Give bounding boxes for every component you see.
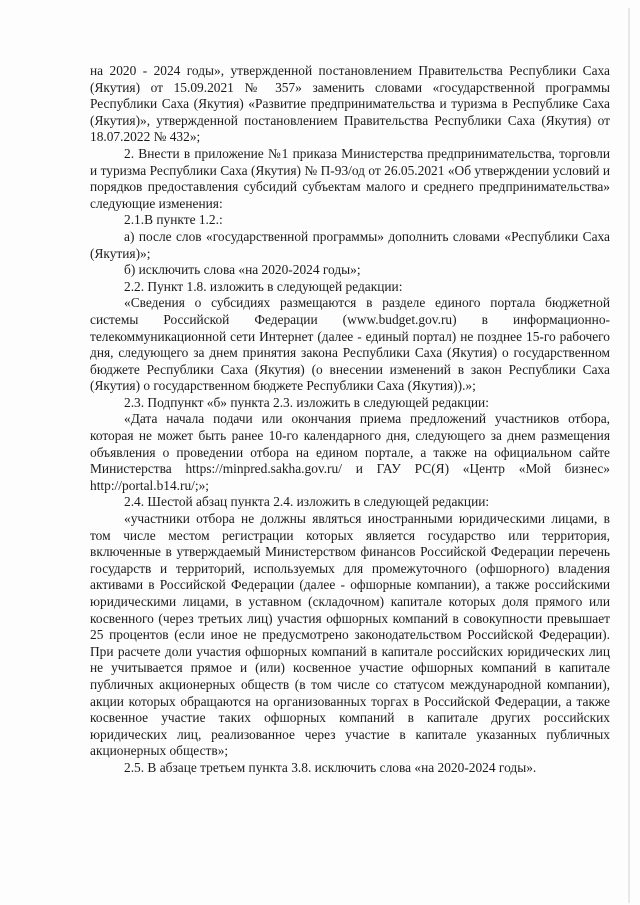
paragraph-item-2-5: 2.5. В абзаце третьем пункта 3.8. исключить слова «на 2020-2024 годы». <box>124 759 537 775</box>
paragraph-quote-2-3: «Дата начала подачи или окончания приема предложений участников отбора, которая не может быть ранее 10-го календарного дня, следующего за днем размещения объявления о проведении отбора на едином портале, а также на официальном сайте Министерства https://minpred.sakha.gov.ru/ и ГАУ РС(Я) «Центр «Мой бизнес» http://portal.b14.ru/;»; <box>90 411 610 493</box>
paragraph-quote-2-4: «участники отбора не должны являться иностранными юридическими лицами, в том числе местом регистрации которых является государство или территория, включенные в утверждаемый Министерством финансов Российской Федерации перечень государств и территорий, используемых для промежуточного (офшорного) владения активами в Российской Федерации (далее - офшорные компании), а также российскими юридическими лицами, в уставном (складочном) капитале которых доля прямого или косвенного (через третьих лиц) участия офшорных компаний в совокупности превышает 25 процентов (если иное не предусмотрено законодательством Российской Федерации). При расчете доли участия офшорных компаний в капитале российских юридических лиц не учитывается прямое и (или) косвенное участие офшорных компаний в капитале публичных акционерных обществ (в том числе со статусом международной компании), акции которых обращаются на организованных торгах в Российской Федерации, а также косвенное участие таких офшорных компаний в капитале других российских юридических лиц, реализованное через участие в капитале указанных публичных акционерных обществ»; <box>90 511 610 759</box>
paragraph-subitem-b: б) исключить слова «на 2020-2024 годы»; <box>124 262 361 278</box>
paragraph-item-2: 2. Внести в приложение №1 приказа Министерства предпринимательства, торговли и туризма Республики Саха (Якутия) № П-93/од от 26.05.2021 «Об утверждении условий и порядков предоставления субсидий субъектам малого и среднего предпринимательства» следующие изменения: <box>90 145 610 211</box>
scan-edge-line <box>628 8 630 903</box>
document-body <box>90 63 610 777</box>
paragraph-item-2-3: 2.3. Подпункт «б» пункта 2.3. изложить в следующей редакции: <box>124 394 489 410</box>
paragraph-quote-1-8: «Сведения о субсидиях размещаются в разделе единого портала бюджетной системы Российской Федерации (www.budget.gov.ru) в информационно-телекоммуникационной сети Интернет (далее - единый портал) не позднее 15-го рабочего дня, следующего за днем принятия закона Республики Саха (Якутия) о государственном бюджете Республики Саха (Якутия) (о внесении изменений в закон Республики Саха (Якутия) о государственном бюджете Республики Саха (Якутия)).»; <box>90 295 610 394</box>
paragraph-item-2-1: 2.1.В пункте 1.2.: <box>124 212 223 228</box>
paragraph-continuation: на 2020 - 2024 годы», утвержденной постановлением Правительства Республики Саха (Якутия) от 15.09.2021 № 357» заменить словами «государственной программы Республики Саха (Якутия) «Развитие предпринимательства и туризма в Республике Саха (Якутия)», утвержденной постановлением Правительства Республики Саха (Якутия) от 18.07.2022 № 432»; <box>90 63 610 145</box>
paragraph-item-2-4: 2.4. Шестой абзац пункта 2.4. изложить в следующей редакции: <box>124 494 490 510</box>
paragraph-item-2-2: 2.2. Пункт 1.8. изложить в следующей редакции: <box>124 278 403 294</box>
paragraph-subitem-a: а) после слов «государственной программы» дополнить словами «Республики Саха (Якутия)»; <box>90 228 610 261</box>
